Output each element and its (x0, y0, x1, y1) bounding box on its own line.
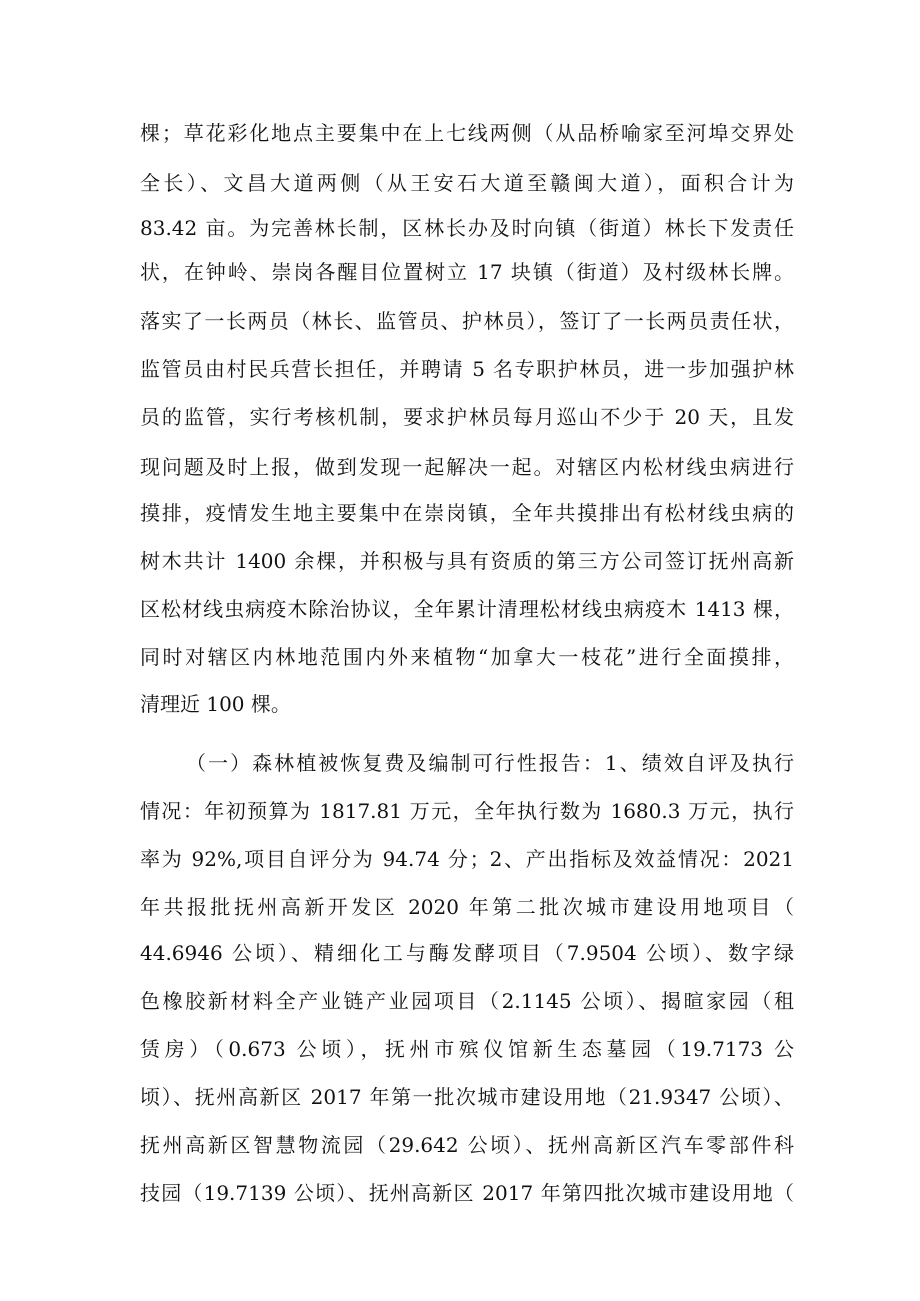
text-line: 技园（19.7139 公顷）、抚州高新区 2017 年第四批次城市建设用地（ (140, 1181, 794, 1205)
text-line: 83.42 亩。为完善林长制，区林长办及时向镇（街道）林长下发责任 (140, 216, 794, 240)
text-line: 赁房）（0.673 公顷），抚州市殡仪馆新生态墓园（19.7173 公 (140, 1037, 794, 1061)
text-line: 监管员由村民兵营长担任，并聘请 5 名专职护林员，进一步加强护林 (140, 357, 794, 381)
text-line: 率为 92%,项目自评分为 94.74 分；2、产出指标及效益情况：2021 (140, 847, 794, 871)
text-line: 现问题及时上报，做到发现一起解决一起。对辖区内松材线虫病进行 (140, 455, 794, 479)
text-line: 抚州高新区智慧物流园（29.642 公顷）、抚州高新区汽车零部件科 (140, 1133, 794, 1157)
text-line: 年共报批抚州高新开发区 2020 年第二批次城市建设用地项目（ (140, 895, 794, 919)
text-line: 区松材线虫病疫木除治协议，全年累计清理松材线虫病疫木 1413 棵， (140, 597, 794, 621)
text-line: 同时对辖区内林地范围内外来植物“加拿大一枝花”进行全面摸排， (140, 645, 794, 669)
text-line: 顷）、抚州高新区 2017 年第一批次城市建设用地（21.9347 公顷）、 (140, 1085, 794, 1109)
text-line: 情况：年初预算为 1817.81 万元，全年执行数为 1680.3 万元，执行 (140, 799, 794, 823)
text-line: 员的监管，实行考核机制，要求护林员每月巡山不少于 20 天，且发 (140, 405, 794, 429)
text-line: 树木共计 1400 余棵，并积极与具有资质的第三方公司签订抚州高新 (140, 549, 794, 573)
text-line: 清理近 100 棵。 (140, 692, 291, 716)
text-line: 落实了一长两员（林长、监管员、护林员），签订了一长两员责任状， (140, 309, 794, 333)
text-line: 摸排，疫情发生地主要集中在崇岗镇，全年共摸排出有松材线虫病的 (140, 501, 794, 525)
text-line: 44.6946 公顷）、精细化工与酶发酵项目（7.9504 公顷）、数字绿 (140, 941, 794, 965)
text-line: 色橡胶新材料全产业链产业园项目（2.1145 公顷）、揭暄家园（租 (140, 989, 794, 1013)
text-line: 棵；草花彩化地点主要集中在上七线两侧（从品桥喻家至河埠交界处 (140, 121, 794, 145)
text-line: 状，在钟岭、崇岗各醒目位置树立 17 块镇（街道）及村级林长牌。 (140, 260, 794, 284)
text-line: 全长）、文昌大道两侧（从王安石大道至赣闽大道），面积合计为 (140, 171, 794, 195)
paragraph-first-line: （一）森林植被恢复费及编制可行性报告：1、绩效自评及执行 (186, 751, 794, 775)
